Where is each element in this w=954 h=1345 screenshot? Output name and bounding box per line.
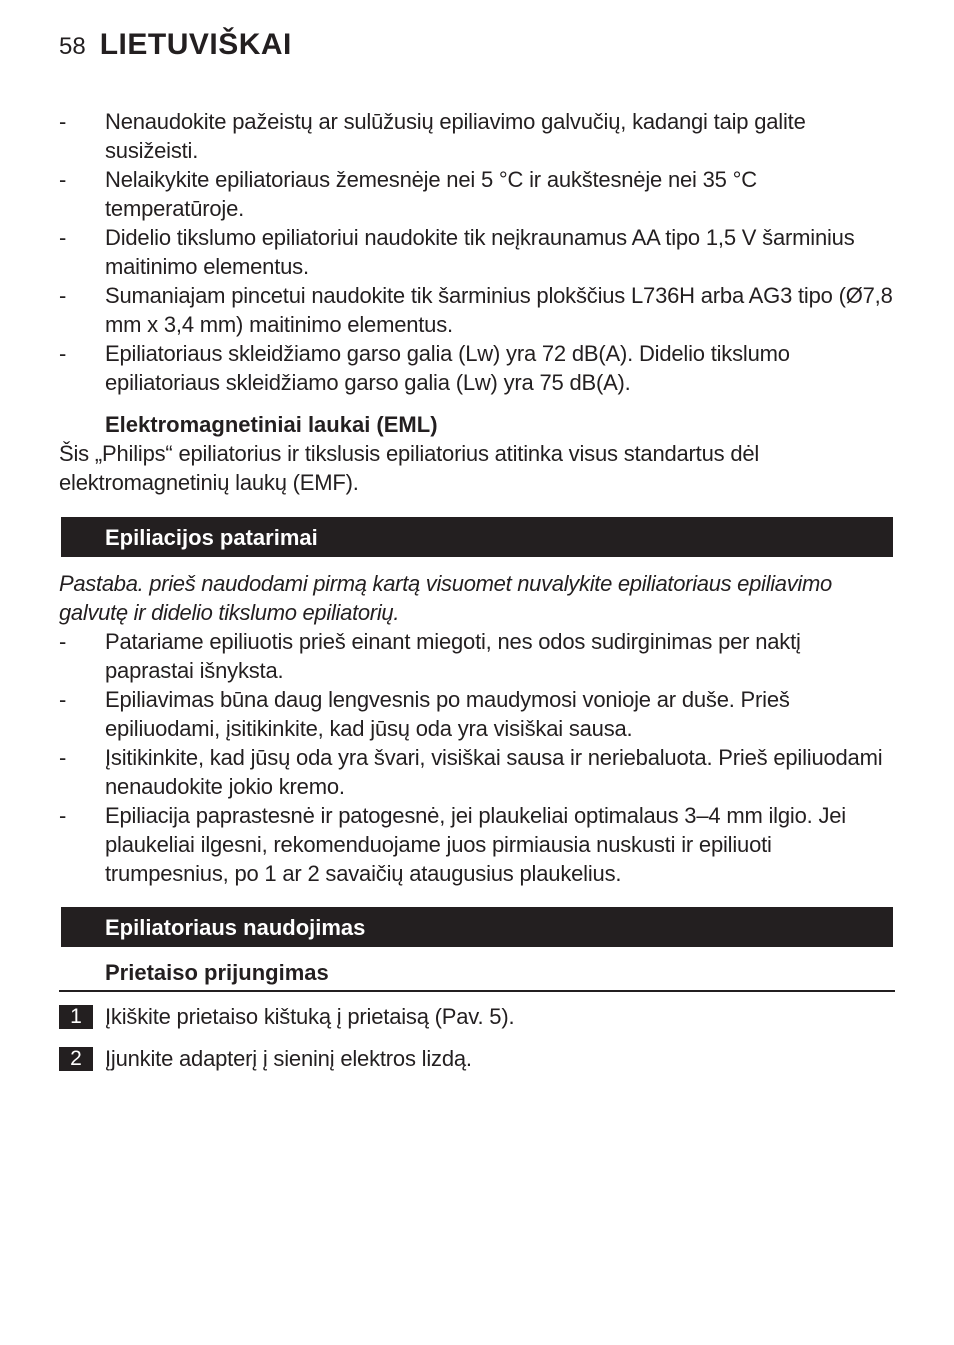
list-item: - Epiliavimas būna daug lengvesnis po maudymosi vonioje ar duše. Prieš epiliuodami, įsitikinkite, kad jūsų oda yra visiškai sausa. [59, 687, 790, 741]
tips-section [59, 569, 895, 888]
page-number: 58 [59, 33, 86, 60]
step-number: 2 [59, 1047, 93, 1071]
step-2 [59, 1045, 472, 1073]
list-item: - Patariame epiliuotis prieš einant miegoti, nes odos sudirginimas per naktį paprastai išnyksta. [59, 629, 801, 683]
usage-section-band [61, 907, 893, 947]
step-number: 1 [59, 1005, 93, 1029]
step-text: Įkiškite prietaiso kištuką į prietaisą (Pav. 5). [105, 1004, 515, 1029]
list-marker: - [59, 167, 67, 192]
list-item: - Epiliacija paprastesnė ir patogesnė, jei plaukeliai optimalaus 3–4 mm ilgio. Jei plaukeliai ilgesni, rekomenduojame juos pirmiausia nuskusti ir epiliuoti trumpesnius, po 1 ar 2 savaičių ataugusius plaukelius. [59, 803, 846, 886]
emf-title: Elektromagnetiniai laukai (EML) [105, 412, 438, 437]
step-1 [59, 1003, 514, 1031]
usage-section-title: Epiliatoriaus naudojimas [105, 915, 366, 940]
list-marker: - [59, 109, 67, 134]
list-item: - Didelio tikslumo epiliatoriui naudokite tik neįkraunamus AA tipo 1,5 V šarminius maitinimo elementus. [59, 225, 855, 279]
list-item: - Įsitikinkite, kad jūsų oda yra švari, visiškai sausa ir neriebaluota. Prieš epiliuodami nenaudokite jokio kremo. [59, 745, 883, 799]
language-title: LIETUVIŠKAI [99, 28, 292, 61]
page-header [59, 28, 292, 68]
list-marker: - [59, 803, 67, 828]
list-marker: - [59, 687, 67, 712]
list-item: - Epiliatoriaus skleidžiamo garso galia (Lw) yra 72 dB(A). Didelio tikslumo epiliatoriaus skleidžiamo garso galia (Lw) yra 75 dB(A). [59, 341, 790, 395]
list-marker: - [59, 283, 67, 308]
tips-section-band [61, 517, 893, 557]
emf-section [59, 410, 895, 497]
warnings-list [59, 107, 895, 397]
list-item: - Nelaikykite epiliatoriaus žemesnėje nei 5 °C ir aukštesnėje nei 35 °C temperatūroje. [59, 167, 757, 221]
usage-subtitle-block [59, 958, 895, 987]
list-item: - Nenaudokite pažeistų ar sulūžusių epiliavimo galvučių, kadangi taip galite susižeisti. [59, 109, 806, 163]
tips-note: Pastaba. prieš naudodami pirmą kartą visuomet nuvalykite epiliatoriaus epiliavimo galvutę ir didelio tikslumo epiliatorių. [59, 571, 832, 625]
emf-text: Šis „Philips“ epiliatorius ir tikslusis epiliatorius atitinka visus standartus dėl elektromagnetinių laukų (EMF). [59, 441, 760, 495]
list-marker: - [59, 745, 67, 770]
tips-list [59, 627, 895, 888]
step-text: Įjunkite adapterį į sieninį elektros lizdą. [105, 1046, 472, 1071]
section-divider [59, 990, 895, 992]
list-marker: - [59, 629, 67, 654]
tips-section-title: Epiliacijos patarimai [105, 525, 318, 550]
list-item: - Sumaniajam pincetui naudokite tik šarminius plokščius L736H arba AG3 tipo (Ø7,8 mm x 3,4 mm) maitinimo elementus. [59, 283, 893, 337]
list-marker: - [59, 341, 67, 366]
warnings-list-block [59, 107, 895, 397]
list-marker: - [59, 225, 67, 250]
usage-subtitle: Prietaiso prijungimas [105, 960, 329, 985]
